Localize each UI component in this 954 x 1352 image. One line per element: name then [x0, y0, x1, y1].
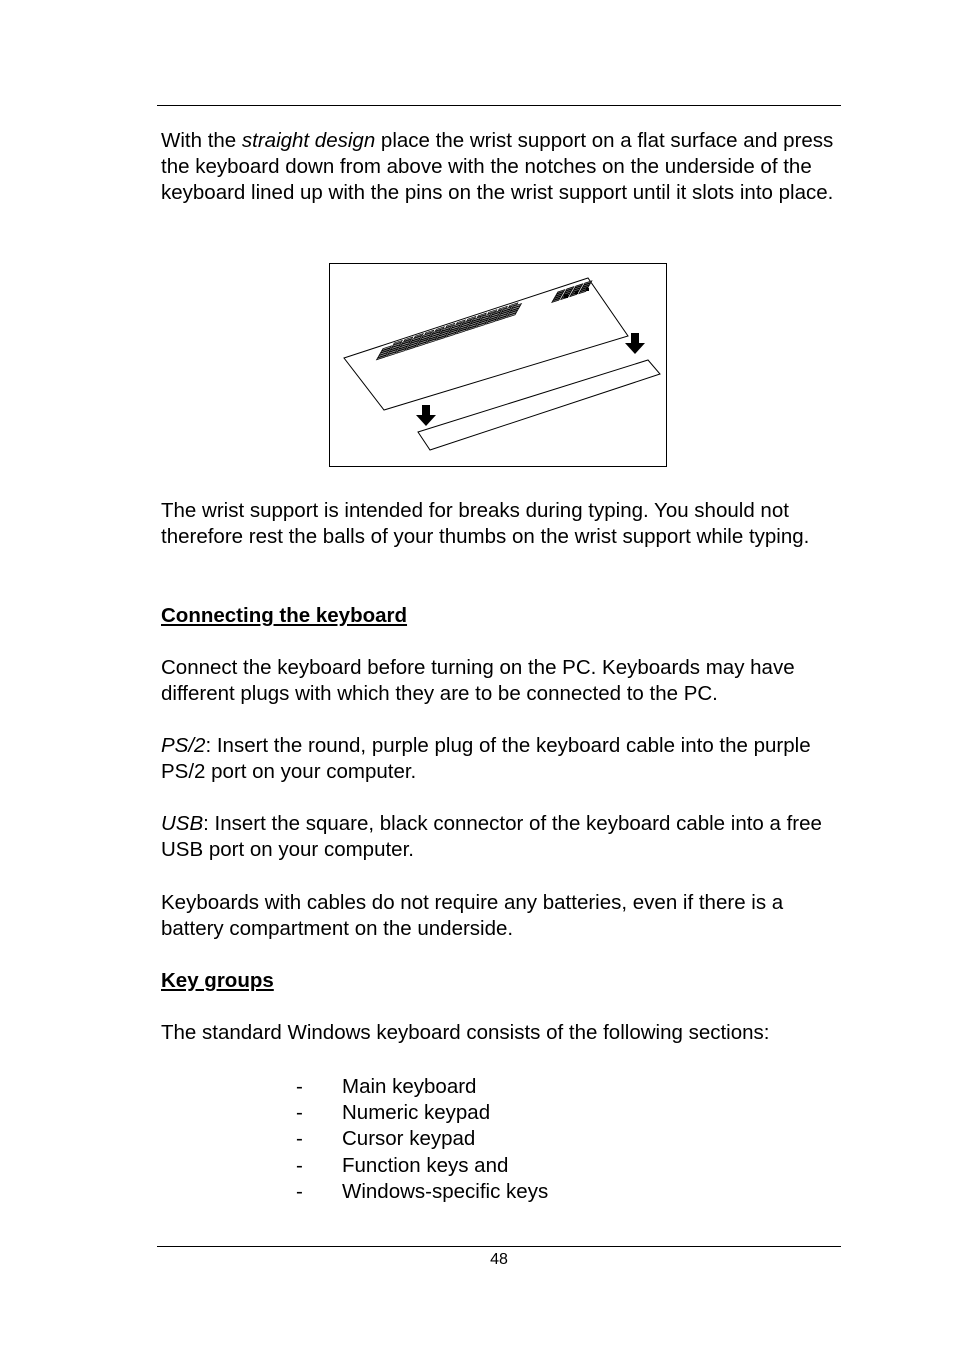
key-groups-intro: The standard Windows keyboard consists of the following sections:: [161, 1021, 770, 1044]
footer-rule: [157, 1246, 841, 1247]
usb-label: USB: [161, 812, 204, 835]
wrist-support-note: The wrist support is intended for breaks during typing. You should not therefore rest the balls of your thumbs on the wrist support while typing.: [161, 499, 810, 549]
key-groups-heading: Key groups: [161, 969, 274, 992]
ps2-label: PS/2: [161, 734, 206, 757]
list-item: - Function keys and: [296, 1153, 509, 1177]
connecting-keyboard-heading: Connecting the keyboard: [161, 604, 408, 627]
down-arrow-icon-left: [416, 405, 436, 426]
list-item: - Cursor keypad: [296, 1127, 476, 1151]
page-number: 48: [490, 1251, 508, 1268]
batteries-paragraph: Keyboards with cables do not require any batteries, even if there is a battery compartment on the underside.: [161, 891, 784, 941]
intro-paragraph: With the straight design place the wrist support on a flat surface and press the keyboard down from above with the notches on the underside of the keyboard lined up with the pins on the wrist support until it slots into place.: [161, 129, 834, 205]
connecting-intro-paragraph: Connect the keyboard before turning on the PC. Keyboards may have different plugs with which they are to be connected to the PC.: [161, 656, 795, 706]
usb-paragraph: USB: Insert the square, black connector of the keyboard cable into a free USB port on your computer.: [161, 812, 822, 862]
key-groups-list: [296, 1074, 548, 1205]
straight-design-emphasis: straight design: [241, 129, 376, 152]
list-item: - Windows-specific keys: [296, 1179, 549, 1203]
ps2-paragraph: PS/2: Insert the round, purple plug of the keyboard cable into the purple PS/2 port on your computer.: [161, 734, 811, 784]
list-item: - Numeric keypad: [296, 1101, 491, 1125]
list-item: - Main keyboard: [296, 1075, 477, 1098]
keyboard-wrist-support-illustration: [329, 263, 667, 467]
header-rule: [157, 105, 841, 106]
